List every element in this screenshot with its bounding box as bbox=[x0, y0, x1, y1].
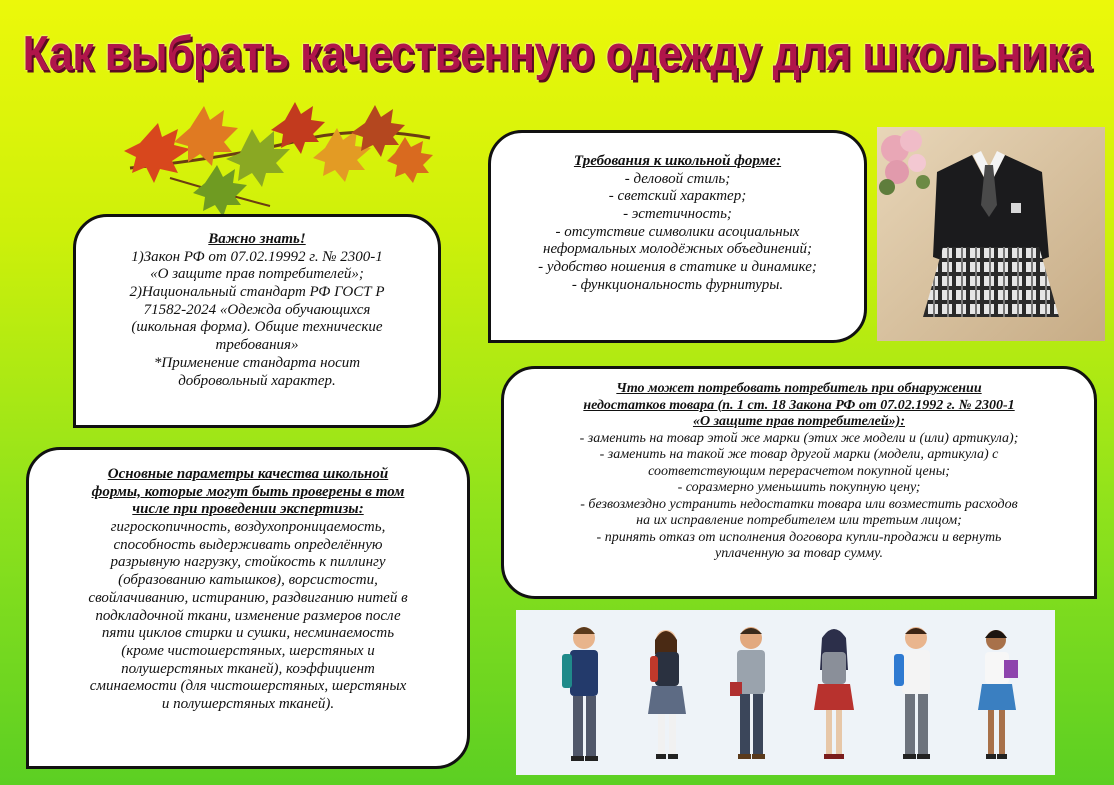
requirement-item: - отсутствие символики асоциальных bbox=[555, 223, 800, 240]
parameters-heading: формы, которые могут быть проверены в том bbox=[91, 483, 405, 500]
school-uniform-photo bbox=[877, 127, 1105, 341]
parameter-line: пяти циклов стирки и сушки, несминаемость bbox=[101, 625, 395, 642]
parameter-line: гигроскопичность, воздухопроницаемость, bbox=[110, 519, 386, 536]
consumer-item: - безвозмездно устранить недостатки товара или возместить расходов bbox=[580, 496, 1018, 512]
parameter-line: сминаемости (для чистошерстяных, шерстяных bbox=[89, 678, 407, 695]
parameter-line: подкладочной ткани, изменение размеров после bbox=[95, 607, 401, 624]
consumer-item: уплаченную за товар сумму. bbox=[715, 546, 883, 562]
parameter-line: полушерстяных тканей), коэффициент bbox=[121, 660, 375, 677]
consumer-heading: «О защите прав потребителей»): bbox=[692, 414, 906, 430]
parameter-line: способность выдерживать определённую bbox=[113, 536, 383, 553]
requirement-item: - функциональность фурнитуры. bbox=[571, 276, 784, 293]
requirement-item: - светский характер; bbox=[608, 188, 747, 205]
parameters-heading: Основные параметры качества школьной bbox=[107, 466, 389, 482]
consumer-heading: Что может потребовать потребитель при обнаружении bbox=[616, 381, 982, 396]
autumn-leaves-image bbox=[110, 98, 440, 216]
consumer-item: соответствующим перерасчетом покупной цены; bbox=[648, 463, 950, 479]
important-note-box bbox=[73, 214, 441, 428]
important-line: 1)Закон РФ от 07.02.19992 г. № 2300-1 bbox=[131, 248, 383, 265]
uniform-requirements-box bbox=[488, 130, 867, 343]
page-title: Как выбрать качественную одежду для школьника bbox=[22, 26, 1092, 82]
parameter-line: (образованию катышков), ворсистости, bbox=[118, 572, 378, 589]
important-line: требования» bbox=[215, 337, 299, 354]
students-illustration bbox=[516, 610, 1055, 775]
consumer-item: - соразмерно уменьшить покупную цену; bbox=[677, 480, 921, 496]
requirement-item: неформальных молодёжных объединений; bbox=[543, 241, 812, 258]
parameter-line: разрывную нагрузку, стойкость к пиллингу bbox=[110, 554, 386, 571]
parameter-line: и полушерстяных тканей). bbox=[161, 695, 335, 712]
parameter-line: свойлачиванию, истиранию, раздвиганию нитей в bbox=[88, 589, 408, 606]
important-line: 71582-2024 «Одежда обучающихся bbox=[143, 301, 371, 318]
consumer-heading: недостатков товара (п. 1 ст. 18 Закона РФ от 07.02.1992 г. № 2300-1 bbox=[583, 397, 1015, 413]
requirement-item: - эстетичность; bbox=[623, 206, 732, 223]
important-line: (школьная форма). Общие технические bbox=[131, 319, 383, 336]
consumer-rights-box bbox=[501, 366, 1097, 599]
requirements-heading: Требования к школьной форме: bbox=[573, 153, 782, 169]
parameters-heading: числе при проведении экспертизы: bbox=[132, 501, 364, 518]
requirement-item: - деловой стиль; bbox=[624, 170, 731, 187]
consumer-item: на их исправление потребителем или третьим лицом; bbox=[636, 513, 962, 529]
requirement-item: - удобство ношения в статике и динамике; bbox=[538, 259, 817, 276]
parameter-line: (кроме чистошерстяных, шерстяных и bbox=[121, 642, 375, 659]
important-line: 2)Национальный стандарт РФ ГОСТ Р bbox=[129, 284, 385, 301]
important-line: добровольный характер. bbox=[178, 372, 336, 389]
important-line: *Применение стандарта носит bbox=[153, 354, 361, 371]
quality-parameters-box bbox=[26, 447, 470, 769]
important-line: «О защите прав потребителей»; bbox=[150, 266, 364, 283]
consumer-item: - заменить на такой же товар другой марки (модели, артикула) с bbox=[599, 447, 999, 463]
consumer-item: - заменить на товар этой же марки (этих же модели и (или) артикула); bbox=[579, 430, 1019, 446]
important-heading: Важно знать! bbox=[208, 231, 306, 247]
consumer-item: - принять отказ от исполнения договора купли-продажи и вернуть bbox=[596, 529, 1002, 545]
